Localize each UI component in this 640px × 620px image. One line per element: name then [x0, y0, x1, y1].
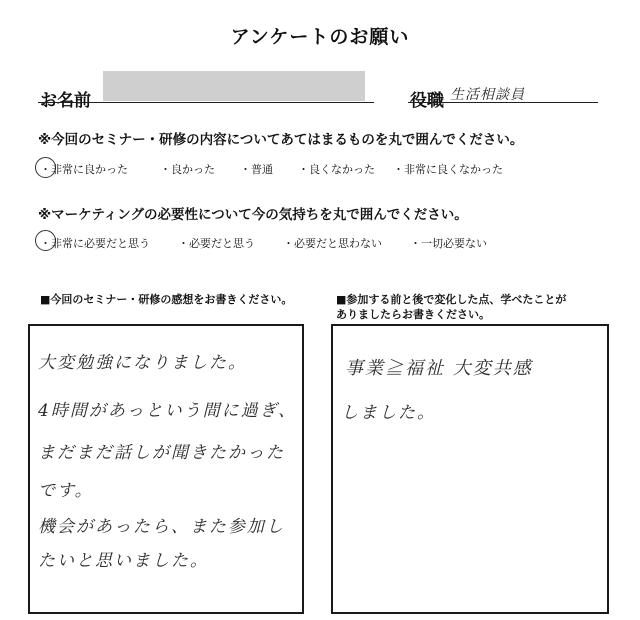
changes-heading: [336, 292, 566, 322]
changes-answer-box: [331, 324, 609, 614]
impressions-heading: ■今回のセミナー・研修の感想をお書きください。: [40, 293, 293, 306]
impressions-line-4: です。: [38, 481, 94, 501]
q2-option-not-at-all: ・一切必要ない: [410, 237, 487, 250]
role-underline: [408, 102, 598, 103]
name-underline: [38, 102, 374, 103]
role-label: 役職: [410, 91, 444, 111]
q1-option-very-bad: ・非常に良くなかった: [393, 163, 503, 176]
role-value: 生活相談員: [450, 87, 525, 103]
changes-line-1: 事業≧福祉 大変共感: [345, 358, 533, 379]
impressions-answer-box: [28, 324, 304, 614]
q2-option-not-necessary: ・必要だと思わない: [283, 237, 382, 250]
impressions-line-3: まだまだ話しが聞きたかった: [38, 443, 285, 463]
changes-line-2: しました。: [341, 403, 436, 423]
q1-option-not-good: ・良くなかった: [298, 163, 375, 176]
changes-heading-line-2: ありましたらお書きください。: [336, 308, 490, 321]
form-title: アンケートのお願い: [230, 26, 410, 48]
impressions-line-2: 4時間があっという間に過ぎ、: [38, 401, 297, 421]
q2-option-necessary: ・必要だと思う: [178, 237, 255, 250]
name-label: お名前: [40, 91, 91, 111]
q2-option-very-necessary: ・非常に必要だと思う: [40, 237, 150, 250]
q1-option-average: ・普通: [240, 163, 273, 176]
q1-option-good: ・良かった: [160, 163, 215, 176]
impressions-line-6: たいと思いました。: [38, 551, 209, 571]
q1-option-very-good: ・非常に良かった: [40, 163, 128, 176]
impressions-line-5: 機会があったら、また参加し: [38, 517, 285, 537]
question-1: ※今回のセミナー・研修の内容についてあてはまるものを丸で囲んでください。: [38, 132, 524, 148]
impressions-line-1: 大変勉強になりました。: [38, 353, 247, 373]
question-2: ※マーケティングの必要性について今の気持ちを丸で囲んでください。: [38, 207, 468, 223]
redacted-name: [103, 71, 365, 101]
changes-heading-line-1: ■参加する前と後で変化した点、学べたことが: [336, 293, 567, 306]
